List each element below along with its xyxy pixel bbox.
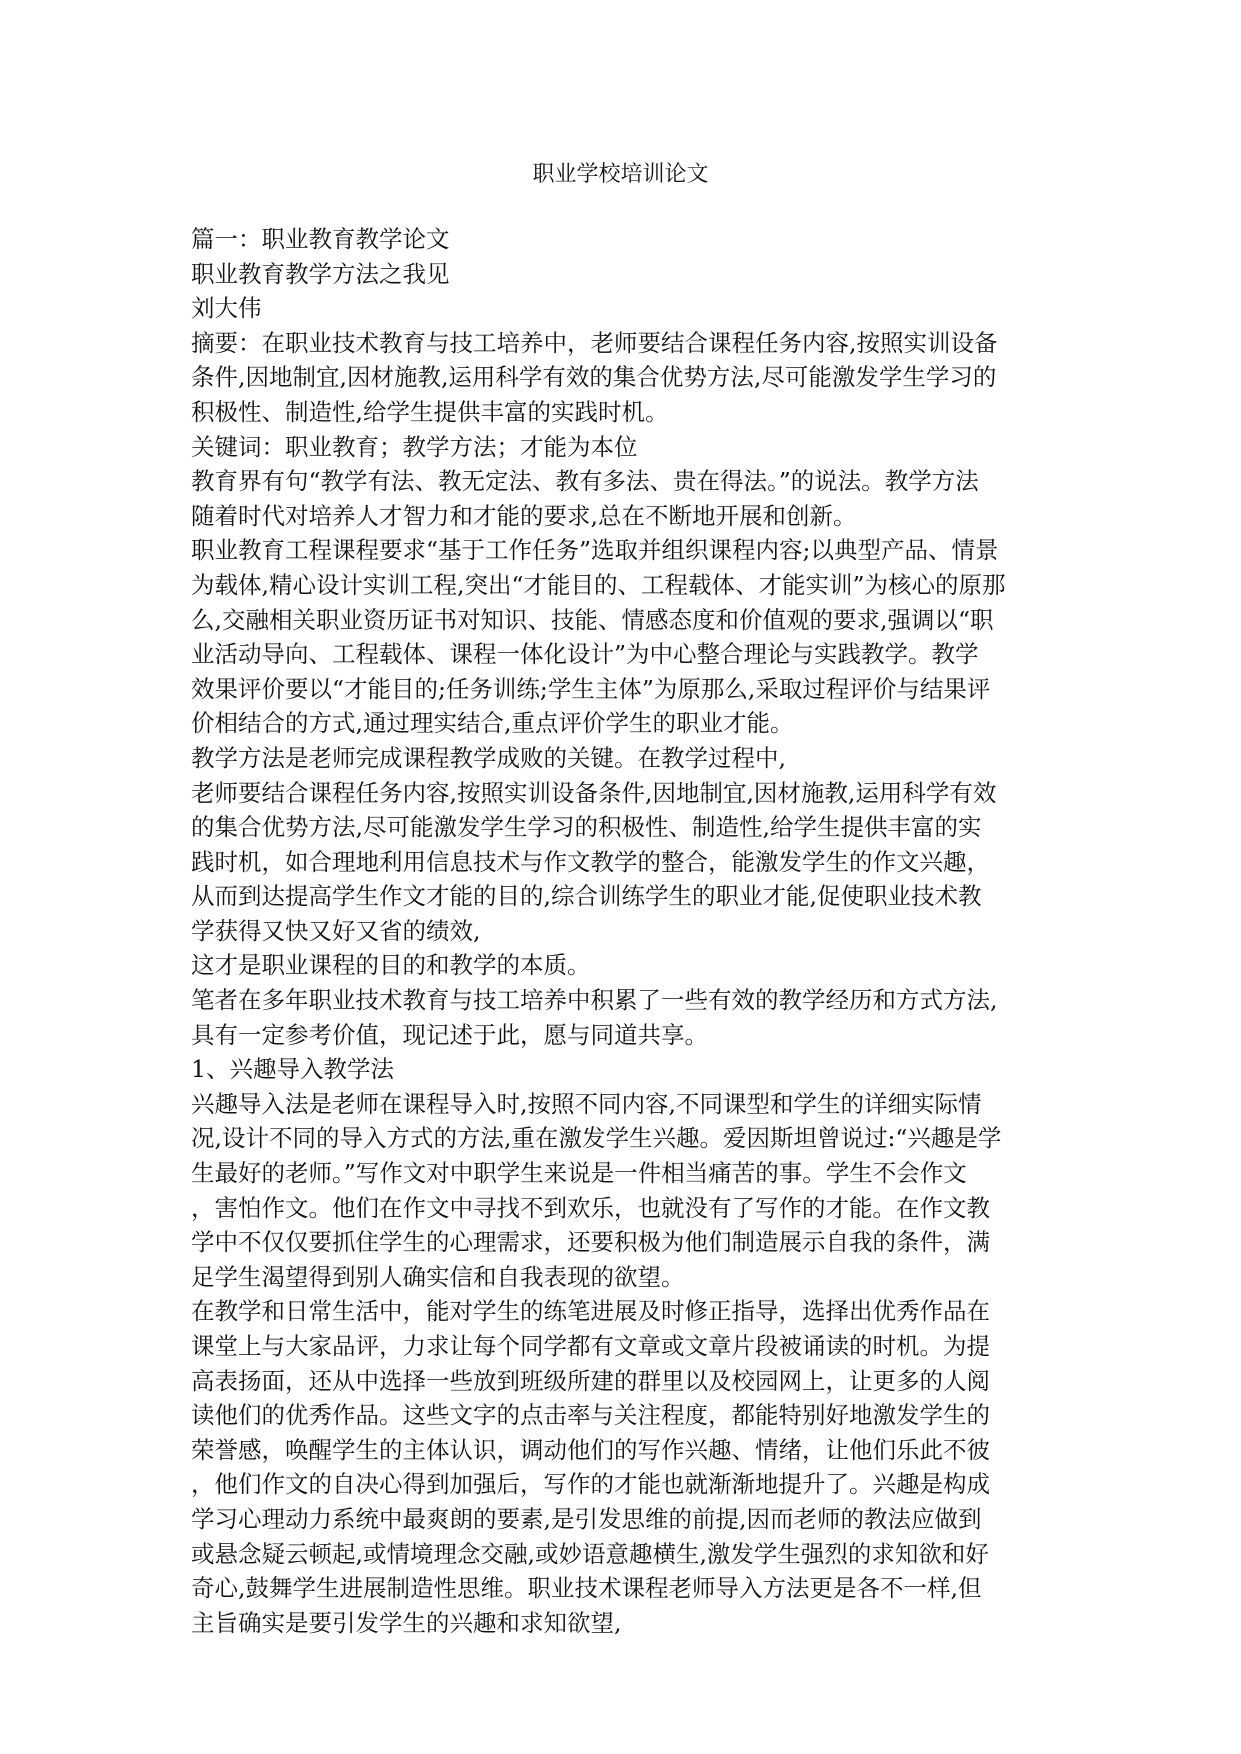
text-line: 篇一：职业教育教学论文 (191, 225, 450, 253)
text-line: 荣誉感，唤醒学生的主体认识，调动他们的写作兴趣、情绪，让他们乐此不彼 (191, 1435, 990, 1464)
text-line: 主旨确实是要引发学生的兴趣和求知欲望, (191, 1608, 622, 1637)
text-line: 教学方法是老师完成课程教学成败的关键。在教学过程中, (191, 743, 786, 772)
text-line: 高表扬面，还从中选择一些放到班级所建的群里以及校园网上，让更多的人阅 (191, 1366, 990, 1395)
text-line: 为载体,精心设计实训工程,突出“才能目的、工程载体、才能实训”为核心的原那 (191, 570, 1006, 599)
text-line: 践时机，如合理地利用信息技术与作文教学的整合，能激发学生的作文兴趣， (191, 847, 990, 876)
text-line: 学习心理动力系统中最爽朗的要素,是引发思维的前提,因而老师的教法应做到 (191, 1504, 982, 1533)
text-line: 这才是职业课程的目的和教学的本质。 (191, 951, 591, 980)
text-line: 关键词：职业教育；教学方法；才能为本位 (191, 432, 638, 461)
text-line: 职业教育教学方法之我见 (191, 259, 450, 288)
text-line: 从而到达提高学生作文才能的目的,综合训练学生的职业才能,促使职业技术教 (191, 882, 982, 911)
text-line: 的集合优势方法,尽可能激发学生学习的积极性、制造性,给学生提供丰富的实 (191, 813, 982, 842)
text-line: 学获得又快又好又省的绩效, (191, 916, 481, 945)
text-line: ，他们作文的自决心得到加强后，写作的才能也就渐渐地提升了。兴趣是构成 (191, 1470, 990, 1499)
text-line: 课堂上与大家品评，力求让每个同学都有文章或文章片段被诵读的时机。为提 (191, 1332, 990, 1360)
document-body (191, 222, 1061, 1640)
text-line: 笔者在多年职业技术教育与技工培养中积累了一些有效的教学经历和方式方法, (191, 986, 998, 1015)
text-line: 1、兴趣导入教学法 (191, 1055, 394, 1084)
text-line: 价相结合的方式,通过理实结合,重点评价学生的职业才能。 (191, 709, 794, 738)
text-line: 条件,因地制宜,因材施教,运用科学有效的集合优势方法,尽可能激发学生学习的 (191, 363, 997, 392)
text-line: 刘大伟 (191, 294, 262, 323)
text-line: 兴趣导入法是老师在课程导入时,按照不同内容,不同课型和学生的详细实际情 (191, 1089, 982, 1118)
text-line: 学中不仅仅要抓住学生的心理需求，还要积极为他们制造展示自我的条件，满 (191, 1228, 990, 1257)
text-line: 足学生渴望得到别人确实信和自我表现的欲望。 (191, 1262, 685, 1291)
text-line: 读他们的优秀作品。这些文字的点击率与关注程度，都能特别好地激发学生的 (191, 1401, 990, 1430)
text-line: 在教学和日常生活中，能对学生的练笔进展及时修正指导，选择出优秀作品在 (191, 1297, 990, 1326)
text-line: 随着时代对培养人才智力和才能的要求,总在不断地开展和创新。 (191, 501, 857, 530)
text-line: ，害怕作文。他们在作文中寻找不到欢乐，也就没有了写作的才能。在作文教 (191, 1193, 990, 1222)
text-line: 职业教育工程课程要求“基于工作任务”选取并组织课程内容;以典型产品、情景 (191, 536, 999, 565)
text-line: 教育界有句“教学有法、教无定法、教有多法、贵在得法。”的说法。教学方法 (191, 467, 979, 496)
text-line: 奇心,鼓舞学生进展制造性思维。职业技术课程老师导入方法更是各不一样,但 (191, 1574, 982, 1603)
text-line: 业活动导向、工程载体、课程一体化设计”为中心整合理论与实践教学。教学 (191, 640, 979, 669)
text-line: 摘要：在职业技术教育与技工培养中，老师要结合课程任务内容,按照实训设备 (191, 328, 998, 357)
text-line: 效果评价要以“才能目的;任务训练;学生主体”为原那么,采取过程评价与结果评 (191, 674, 991, 703)
text-line: 具有一定参考价值，现记述于此，愿与同道共享。 (191, 1020, 708, 1049)
text-line: 么,交融相关职业资历证书对知识、技能、情感态度和价值观的要求,强调以“职 (191, 605, 994, 634)
text-line: 或悬念疑云顿起,或情境理念交融,或妙语意趣横生,激发学生强烈的求知欲和好 (191, 1539, 989, 1568)
document-title: 职业学校培训论文 (532, 162, 709, 187)
text-line: 生最好的老师。”写作文对中职学生来说是一件相当痛苦的事。学生不会作文 (191, 1159, 967, 1188)
text-line: 况,设计不同的导入方式的方法,重在激发学生兴趣。爱因斯坦曾说过:“兴趣是学 (191, 1124, 1002, 1153)
text-line: 积极性、制造性,给学生提供丰富的实践时机。 (191, 397, 669, 426)
text-line: 老师要结合课程任务内容,按照实训设备条件,因地制宜,因材施教,运用科学有效 (191, 778, 997, 807)
